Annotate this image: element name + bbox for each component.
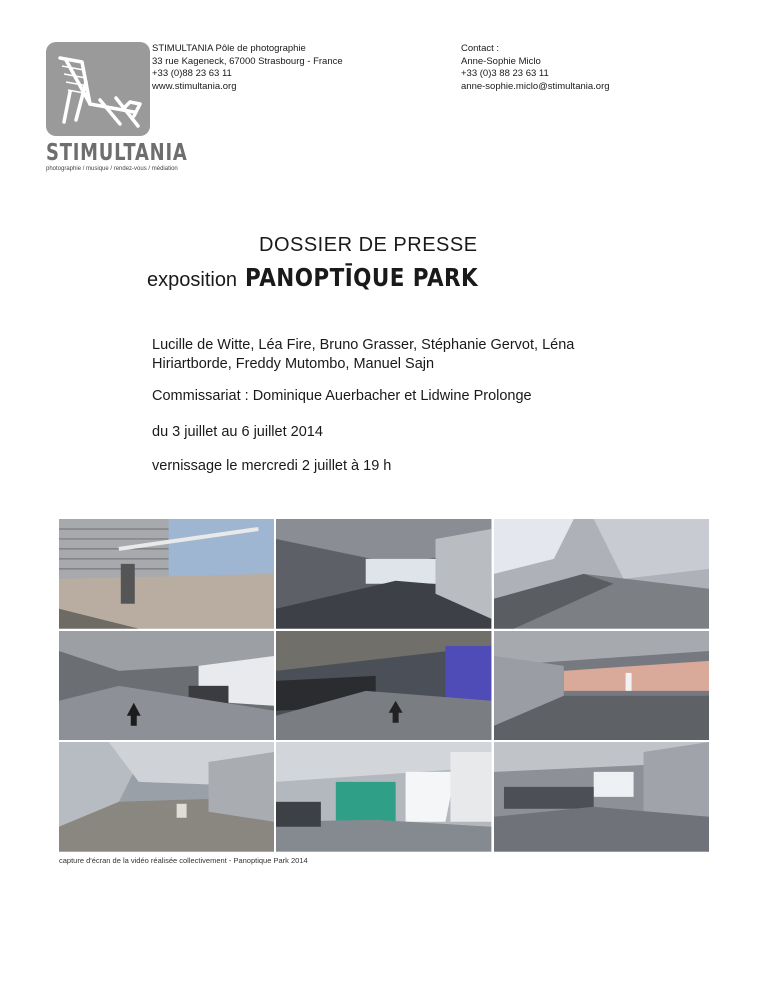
contact-name: Anne-Sophie Miclo [461, 55, 541, 67]
photo-tile [494, 519, 709, 629]
artists-list: Lucille de Witte, Léa Fire, Bruno Grasser, Stéphanie Gervot, Léna Hiriartborde, Freddy Mutombo, Manuel Sajn [152, 337, 575, 372]
logo-tagline: photographie / musique / rendez-vous / médiation [46, 166, 178, 172]
deckchair-icon [46, 42, 150, 136]
exhibition-heading [147, 263, 516, 292]
contact-phone: +33 (0)3 88 23 63 11 [461, 68, 549, 79]
logo-name: STIMULTANIA [46, 140, 188, 166]
address-website: www.stimultania.org [152, 80, 237, 92]
photo-tile [494, 742, 709, 852]
photo-grid [59, 519, 709, 852]
address-block [152, 43, 343, 93]
address-line: STIMULTANIA Pôle de photographie [152, 43, 306, 54]
exhibition-title: PANOPTĪQUE PARK [245, 263, 479, 292]
exhibition-dates: du 3 juillet au 6 juillet 2014 [152, 424, 323, 440]
opening-text: vernissage le mercredi 2 juillet à 19 h [152, 458, 392, 474]
photo-tile [59, 519, 274, 629]
contact-email: anne-sophie.miclo@stimultania.org [461, 80, 610, 92]
contact-label: Contact : [461, 43, 500, 54]
contact-block [461, 43, 610, 93]
address-line: 33 rue Kageneck, 67000 Strasbourg - France [152, 55, 343, 67]
photo-tile [59, 631, 274, 741]
exhibition-label: exposition [147, 269, 238, 291]
photo-tile [59, 742, 274, 852]
photo-tile [276, 742, 491, 852]
photo-tile [276, 631, 491, 741]
photo-caption: capture d'écran de la vidéo réalisée collectivement - Panoptique Park 2014 [59, 856, 308, 865]
commissariat-text: Commissariat : Dominique Auerbacher et Lidwine Prolonge [152, 388, 532, 404]
logo-box [46, 42, 150, 136]
address-phone: +33 (0)88 23 63 11 [152, 68, 232, 79]
document-heading: DOSSIER DE PRESSE [259, 234, 478, 256]
photo-tile [276, 519, 491, 629]
photo-tile [494, 631, 709, 741]
